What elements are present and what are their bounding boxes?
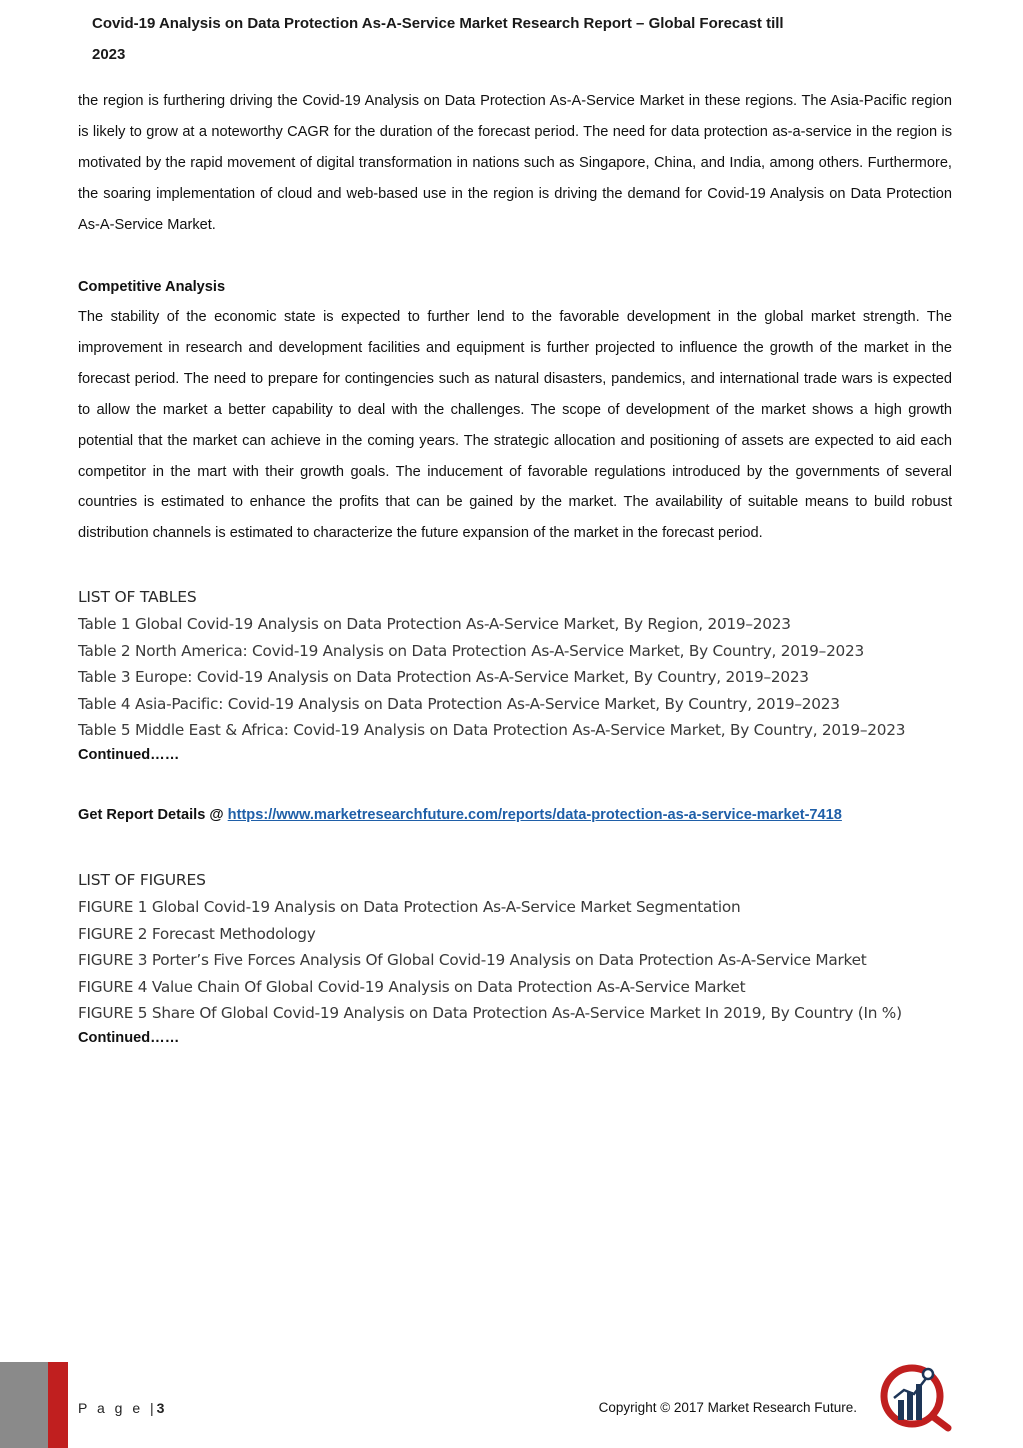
list-of-tables: [78, 611, 978, 744]
table-list-item: Table 4 Asia-Pacific: Covid-19 Analysis on Data Protection As-A-Service Market, By Country, 2019–2023: [78, 694, 840, 713]
competitive-analysis-paragraph: The stability of the economic state is expected to further lend to the favorable development in the global market strength. The improvement in research and development facilities and equipment is further projected to influence the growth of the market in the forecast period. The need to prepare for contingencies such as natural disasters, pandemics, and international trade wars is expected to allow the market a better capability to deal with the challenges. The scope of development of the market shows a high growth potential that the market can achieve in the coming years. The strategic allocation and positioning of assets are expected to aid each competitor in the mart with their growth goals. The inducement of favorable regulations introduced by the governments of several countries is estimated to enhance the profits that can be gained by the market. The availability of suitable means to build robust distribution channels is estimated to characterize the future expansion of the market in the forecast period.: [78, 309, 952, 542]
report-details-label: Get Report Details @: [78, 807, 228, 823]
footer-grey-bar: [0, 1362, 48, 1448]
document-header-title: Covid-19 Analysis on Data Protection As-A-Service Market Research Report – Global Forecast till 2023: [92, 15, 784, 63]
table-list-item: Table 2 North America: Covid-19 Analysis on Data Protection As-A-Service Market, By Country, 2019–2023: [78, 641, 864, 660]
page-number: 3: [156, 1400, 165, 1416]
page-prefix: P a g e |: [78, 1400, 157, 1416]
figures-continued: Continued……: [78, 1030, 180, 1046]
figure-list-item: FIGURE 2 Forecast Methodology: [78, 924, 316, 943]
copyright-text: Copyright © 2017 Market Research Future.: [598, 1400, 857, 1415]
page-number-label: [78, 1400, 164, 1416]
competitive-analysis-heading: Competitive Analysis: [78, 279, 226, 295]
table-list-item: Table 3 Europe: Covid-19 Analysis on Data Protection As-A-Service Market, By Country, 2019–2023: [78, 668, 809, 686]
figure-list-item: FIGURE 3 Porter’s Five Forces Analysis Of Global Covid-19 Analysis on Data Protection As-A-Service Market: [78, 951, 867, 969]
report-details-link[interactable]: https://www.marketresearchfuture.com/reports/data-protection-as-a-service-market-7418: [227, 807, 842, 823]
intro-paragraph: the region is furthering driving the Covid-19 Analysis on Data Protection As-A-Service Market in these regions. The Asia-Pacific region is likely to grow at a noteworthy CAGR for the duration of the forecast period. The need for data protection as-a-service in the region is motivated by the rapid movement of digital transformation in nations such as Singapore, China, and India, among others. Furthermore, the soaring implementation of cloud and web-based use in the region is driving the demand for Covid-19 Analysis on Data Protection As-A-Service Market.: [78, 93, 952, 233]
figure-list-item: FIGURE 4 Value Chain Of Global Covid-19 Analysis on Data Protection As-A-Service Market: [78, 977, 746, 996]
list-of-figures: [78, 894, 978, 1027]
market-research-future-logo-icon: [876, 1362, 954, 1432]
tables-continued: Continued……: [78, 747, 180, 763]
report-details-line: [78, 807, 842, 823]
table-list-item: Table 1 Global Covid-19 Analysis on Data Protection As-A-Service Market, By Region, 2019–2023: [78, 615, 791, 633]
list-of-tables-heading: LIST OF TABLES: [78, 588, 197, 606]
footer-red-bar: [48, 1362, 68, 1448]
list-of-figures-heading: LIST OF FIGURES: [78, 871, 206, 889]
table-list-item: Table 5 Middle East & Africa: Covid-19 Analysis on Data Protection As-A-Service Market, By Country, 2019–2023: [78, 721, 906, 739]
figure-list-item: FIGURE 1 Global Covid-19 Analysis on Data Protection As-A-Service Market Segmentation: [78, 898, 741, 916]
figure-list-item: FIGURE 5 Share Of Global Covid-19 Analysis on Data Protection As-A-Service Market In 2019, By Country (In %): [78, 1004, 902, 1022]
